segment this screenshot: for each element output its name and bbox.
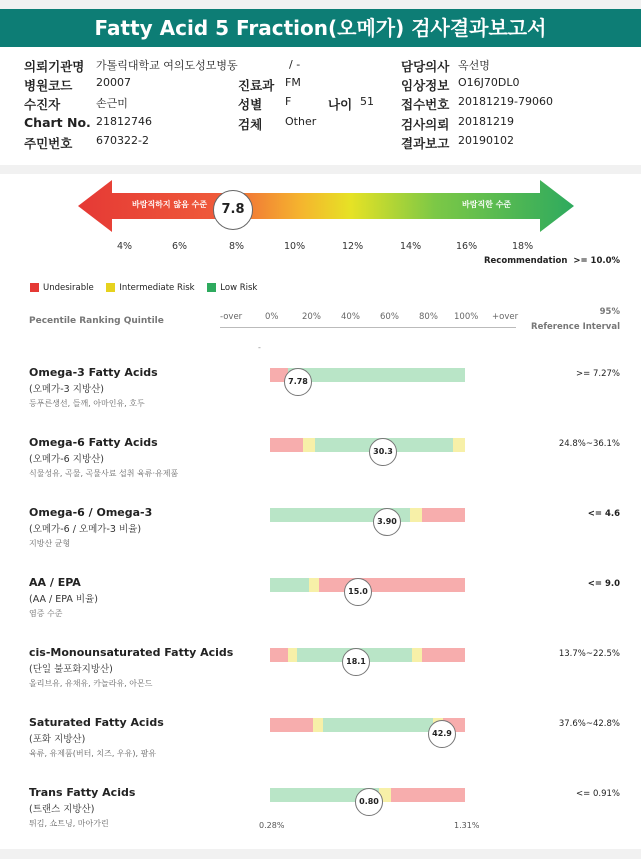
omega3-marker: 7.78 (284, 368, 312, 396)
quintile-tick-0: 0% (265, 312, 279, 322)
sfa-bar-yellow-left (313, 718, 323, 732)
sex-label: 성별 (238, 97, 263, 112)
mufa-title: cis-Monounsaturated Fatty Acids (29, 646, 234, 659)
scale-tick-12: 12% (342, 241, 364, 252)
mufa-sub: (단일 불포화지방산) (29, 664, 113, 675)
patient-info-header (0, 47, 641, 165)
request-date-row (401, 115, 514, 133)
doctor-label: 담당의사 (401, 59, 450, 74)
scale-tick-6: 6% (172, 241, 188, 252)
ref-header-95: 95% (599, 307, 620, 317)
chart-no-label: Chart No. (24, 115, 91, 130)
ratio-bar (270, 508, 465, 522)
specimen-row (238, 115, 317, 133)
id-number-value: 670322-2 (96, 134, 149, 147)
omega6-bar (270, 438, 465, 452)
hospital-name-row (24, 57, 238, 75)
ratio-marker: 3.90 (373, 508, 401, 536)
aa-epa-bar-red (319, 578, 465, 592)
report-date-row (401, 134, 514, 152)
mufa-bar-red-left (270, 648, 288, 662)
legend (30, 283, 257, 293)
scale-tick-8: 8% (229, 241, 245, 252)
legend-intermediate: Intermediate Risk (119, 283, 195, 293)
scale-tick-14: 14% (400, 241, 422, 252)
legend-green-swatch (207, 283, 216, 292)
scale-tick-16: 16% (456, 241, 478, 252)
trans-sub: (트랜스 지방산) (29, 804, 95, 815)
aa-epa-bar-yellow (309, 578, 319, 592)
receipt-no-label: 접수번호 (401, 97, 450, 112)
aa-epa-title: AA / EPA (29, 576, 81, 589)
omega3-desc: 등푸른생선, 들깨, 아마인유, 호두 (29, 399, 145, 408)
age-value: 51 (360, 95, 374, 108)
receipt-no-value: 20181219-79060 (458, 95, 553, 108)
ratio-ref: <= 4.6 (587, 509, 620, 519)
aa-epa-marker: 15.0 (344, 578, 372, 606)
omega6-marker: 30.3 (369, 438, 397, 466)
ward-value: / - (289, 58, 301, 71)
omega6-sub: (오메가-6 지방산) (29, 454, 104, 465)
specimen-value: Other (285, 115, 317, 128)
trans-marker: 0.80 (355, 788, 383, 816)
mufa-bar-yellow-right (412, 648, 422, 662)
recommendation (484, 256, 620, 266)
chart-no-value: 21812746 (96, 115, 152, 128)
omega3-title: Omega-3 Fatty Acids (29, 366, 158, 379)
omega6-title: Omega-6 Fatty Acids (29, 436, 158, 449)
quintile-axis-line (220, 327, 516, 328)
report-title: Fatty Acid 5 Fraction(오메가) 검사결과보고서 (0, 9, 641, 47)
quintile-label: Pecentile Ranking Quintile (29, 316, 164, 326)
aa-epa-desc: 염증 수준 (29, 609, 63, 618)
age-row (328, 95, 374, 113)
hospital-value: 가톨릭대학교 여의도성모병동 (96, 59, 238, 72)
quintile-tick-80: 80% (419, 312, 438, 322)
trans-tick-right: 1.31% (454, 821, 480, 830)
age-label: 나이 (328, 97, 353, 112)
sfa-sub: (포화 지방산) (29, 734, 86, 745)
mufa-bar-yellow-left (288, 648, 297, 662)
sex-row (238, 95, 292, 113)
report-date-value: 20190102 (458, 134, 514, 147)
omega6-bar-yellow-right (453, 438, 465, 452)
recommendation-label: Recommendation (484, 256, 568, 266)
clinical-info-value: O16J70DL0 (458, 76, 520, 89)
ratio-desc: 지방산 균형 (29, 539, 71, 548)
quintile-tick-40: 40% (341, 312, 360, 322)
omega6-bar-red-left (270, 438, 303, 452)
department-value: FM (285, 76, 301, 89)
department-label: 진료과 (238, 78, 275, 93)
legend-undesirable: Undesirable (43, 283, 94, 293)
ratio-title: Omega-6 / Omega-3 (29, 506, 153, 519)
clinical-info-row (401, 76, 520, 94)
report-date-label: 결과보고 (401, 136, 450, 151)
aa-epa-sub: (AA / EPA 비율) (29, 594, 98, 605)
quintile-tick-60: 60% (380, 312, 399, 322)
undesirable-level-text: 바람직하지 않음 수준 (132, 200, 208, 209)
sfa-title: Saturated Fatty Acids (29, 716, 164, 729)
trans-desc: 튀김, 쇼트닝, 마아가린 (29, 819, 109, 828)
quintile-tick-100: 100% (454, 312, 479, 322)
aa-epa-bar-green (270, 578, 309, 592)
request-date-value: 20181219 (458, 115, 514, 128)
patient-value: 손근미 (96, 97, 128, 110)
ward-row (289, 57, 300, 71)
mufa-ref: 13.7%~22.5% (558, 649, 620, 659)
ratio-bar-red (422, 508, 465, 522)
mufa-bar-red-right (422, 648, 465, 662)
hospital-label: 의뢰기관명 (24, 59, 85, 74)
request-date-label: 검사의뢰 (401, 117, 450, 132)
trans-title: Trans Fatty Acids (29, 786, 136, 799)
omega6-desc: 식물성유, 곡물, 곡물사료 섭취 육류·유제품 (29, 469, 179, 478)
legend-yellow-swatch (106, 283, 115, 292)
receipt-no-row (401, 95, 553, 113)
mufa-desc: 올리브유, 유채유, 카놀라유, 아몬드 (29, 679, 153, 688)
omega6-ref: 24.8%~36.1% (558, 439, 620, 449)
sfa-ref: 37.6%~42.8% (558, 719, 620, 729)
sfa-bar-red-left (270, 718, 313, 732)
ratio-sub: (오메가-6 / 오메가-3 비율) (29, 524, 142, 535)
quintile-tick-plus-over: +over (492, 312, 519, 322)
chart-no-row (24, 115, 152, 130)
patient-label: 수진자 (24, 97, 61, 112)
legend-low: Low Risk (220, 283, 258, 293)
sex-value: F (285, 95, 292, 108)
trans-bar-red (391, 788, 465, 802)
quintile-tick-minus-over: -over (220, 312, 243, 322)
trans-ref: <= 0.91% (576, 789, 620, 799)
quintile-tick-20: 20% (302, 312, 321, 322)
hospital-code-row (24, 76, 131, 94)
omega3-sub: (오메가-3 지방산) (29, 384, 104, 395)
scale-tick-4: 4% (117, 241, 133, 252)
omega6-bar-yellow-left (303, 438, 315, 452)
quintile-dash: - (258, 343, 261, 352)
scale-tick-18: 18% (512, 241, 534, 252)
clinical-info-label: 임상정보 (401, 78, 450, 93)
desirable-level-text: 바람직한 수준 (462, 200, 512, 209)
department-row (238, 76, 301, 94)
ratio-bar-yellow (410, 508, 422, 522)
omega3-ref: >= 7.27% (576, 369, 620, 379)
specimen-label: 검체 (238, 117, 263, 132)
patient-row (24, 95, 128, 113)
hospital-code-label: 병원코드 (24, 78, 73, 93)
sfa-marker: 42.9 (428, 720, 456, 748)
hospital-code-value: 20007 (96, 76, 131, 89)
mufa-marker: 18.1 (342, 648, 370, 676)
sfa-desc: 육류, 유제품(버터, 치즈, 우유), 팜유 (29, 749, 157, 758)
doctor-row (401, 57, 490, 75)
legend-red-swatch (30, 283, 39, 292)
omega3-bar-green (288, 368, 465, 382)
ref-header-interval: Reference Interval (531, 322, 620, 332)
aa-epa-ref: <= 9.0 (587, 579, 620, 589)
sfa-bar-green (323, 718, 433, 732)
recommendation-value: >= 10.0% (573, 256, 621, 266)
id-number-label: 주민번호 (24, 136, 73, 151)
doctor-value: 옥선명 (458, 59, 490, 72)
scale-tick-10: 10% (284, 241, 306, 252)
omega3-index-marker: 7.8 (213, 190, 253, 230)
id-number-row (24, 134, 149, 152)
trans-tick-left: 0.28% (259, 821, 285, 830)
